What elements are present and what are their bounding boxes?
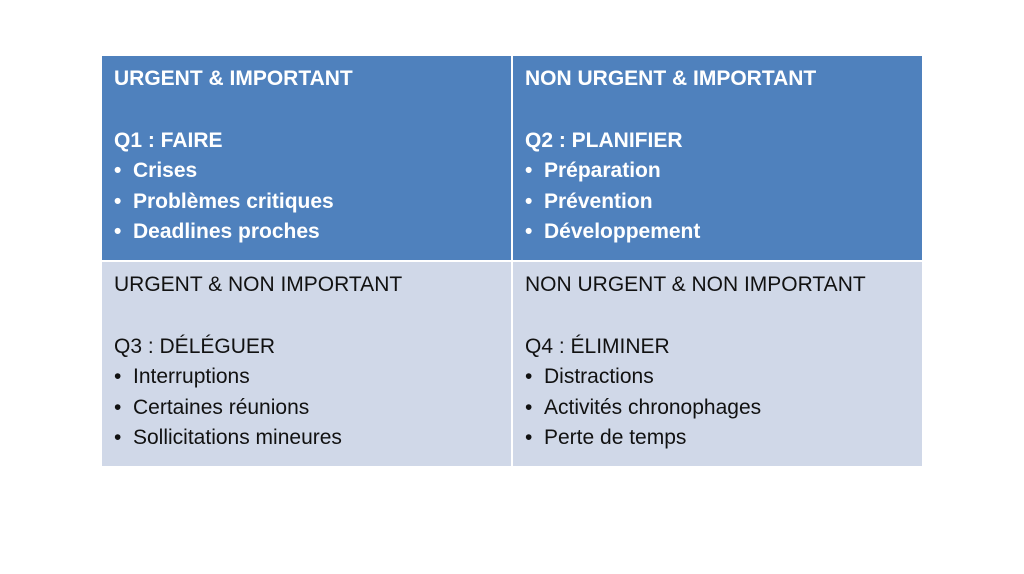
quadrant-item-list: [114, 156, 511, 248]
list-item: [114, 362, 511, 393]
quadrant-q3: [102, 262, 511, 466]
item-label: Deadlines proches: [133, 220, 320, 243]
bullet-icon: •: [525, 220, 533, 243]
item-label: Activités chronophages: [544, 395, 762, 419]
bullet-icon: •: [114, 365, 122, 388]
list-item: [114, 217, 511, 248]
bullet-icon: •: [114, 395, 122, 419]
bullet-icon: •: [114, 159, 122, 182]
list-item: [525, 156, 922, 187]
item-label: Distractions: [544, 365, 654, 388]
quadrant-q2: [513, 56, 922, 260]
quadrant-q4: [513, 262, 922, 466]
list-item: [525, 187, 922, 218]
quadrant-q1: [102, 56, 511, 260]
quadrant-title: Q1 : FAIRE: [114, 128, 223, 152]
item-label: Développement: [544, 220, 701, 243]
bullet-icon: •: [525, 395, 533, 419]
list-item: [525, 217, 922, 248]
item-label: Certaines réunions: [133, 395, 310, 419]
bullet-icon: •: [525, 159, 533, 182]
bullet-icon: •: [525, 189, 533, 213]
list-item: [114, 393, 511, 424]
eisenhower-matrix: [102, 56, 922, 466]
bullet-icon: •: [114, 426, 122, 449]
quadrant-item-list: [525, 362, 922, 454]
list-item: [114, 156, 511, 187]
quadrant-title: Q2 : PLANIFIER: [525, 128, 683, 152]
quadrant-header: NON URGENT & NON IMPORTANT: [525, 273, 866, 296]
bullet-icon: •: [114, 189, 122, 213]
item-label: Perte de temps: [544, 426, 687, 449]
list-item: [114, 423, 511, 454]
quadrant-title: Q3 : DÉLÉGUER: [114, 334, 276, 358]
list-item: [525, 362, 922, 393]
item-label: Préparation: [544, 159, 661, 182]
bullet-icon: •: [525, 426, 533, 449]
list-item: [525, 423, 922, 454]
bullet-icon: •: [525, 365, 533, 388]
quadrant-header: URGENT & NON IMPORTANT: [114, 273, 403, 296]
item-label: Problèmes critiques: [133, 189, 334, 213]
quadrant-header: NON URGENT & IMPORTANT: [525, 67, 817, 90]
item-label: Crises: [133, 159, 198, 182]
item-label: Prévention: [544, 189, 653, 213]
quadrant-item-list: [114, 362, 511, 454]
bullet-icon: •: [114, 220, 122, 243]
item-label: Sollicitations mineures: [133, 426, 342, 449]
list-item: [114, 187, 511, 218]
item-label: Interruptions: [133, 365, 250, 388]
quadrant-item-list: [525, 156, 922, 248]
quadrant-header: URGENT & IMPORTANT: [114, 67, 353, 90]
list-item: [525, 393, 922, 424]
quadrant-title: Q4 : ÉLIMINER: [525, 334, 670, 358]
